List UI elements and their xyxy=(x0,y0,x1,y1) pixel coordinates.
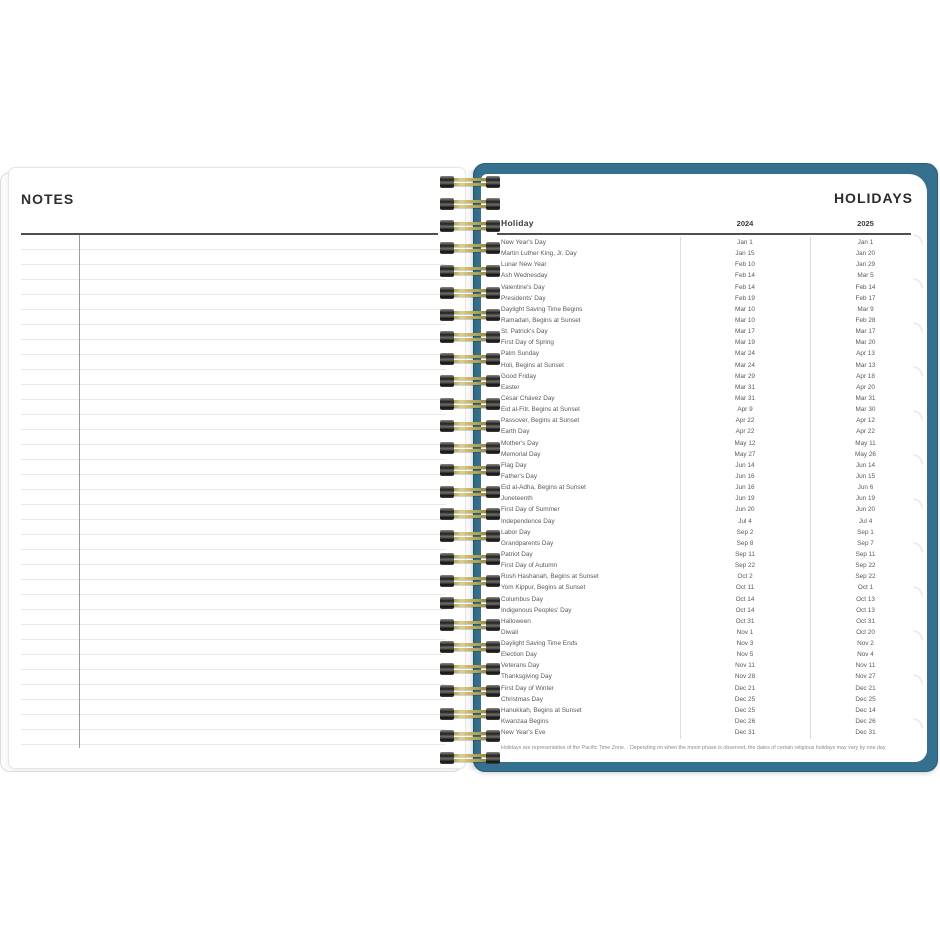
holiday-name: Columbus Day xyxy=(501,595,543,603)
page-curl-arc xyxy=(899,714,927,742)
table-row xyxy=(481,671,927,682)
holiday-name: Daylight Saving Time Begins xyxy=(501,305,583,313)
date-2025: Oct 31 xyxy=(856,617,875,625)
spiral-coil xyxy=(440,353,500,365)
date-2024: Mar 31 xyxy=(735,394,755,402)
date-2024: Nov 3 xyxy=(736,640,754,648)
table-row xyxy=(481,549,927,560)
date-2024: Sep 22 xyxy=(734,562,756,570)
notes-page xyxy=(8,167,466,769)
date-2025: Feb 17 xyxy=(855,294,876,302)
date-2024: Dec 31 xyxy=(734,729,756,737)
date-2024: Mar 29 xyxy=(735,372,755,380)
date-2025: Oct 20 xyxy=(856,628,875,636)
date-2024: Dec 25 xyxy=(734,706,756,714)
holiday-name: Martin Luther King, Jr. Day xyxy=(501,250,577,258)
holiday-name: Ash Wednesday xyxy=(501,272,548,280)
date-2025: Apr 22 xyxy=(856,428,875,436)
table-row xyxy=(481,449,927,460)
spiral-coil xyxy=(440,575,500,587)
spiral-coil xyxy=(440,530,500,542)
table-row xyxy=(481,527,927,538)
holiday-name: First Day of Autumn xyxy=(501,562,558,570)
spiral-coil xyxy=(440,442,500,454)
page-curl-arc xyxy=(899,362,927,390)
notes-ruled-lines xyxy=(21,235,446,748)
spiral-coil xyxy=(440,663,500,675)
date-2025: Feb 14 xyxy=(855,283,876,291)
table-row xyxy=(481,594,927,605)
holiday-name: First Day of Spring xyxy=(501,339,554,347)
spiral-coil xyxy=(440,508,500,520)
spiral-binding xyxy=(438,170,502,772)
holiday-name: New Year's Eve xyxy=(501,729,546,737)
holiday-name: Lunar New Year xyxy=(501,261,547,269)
holiday-name: Eid al-Fitr, Begins at Sunset xyxy=(501,406,580,414)
date-2024: Feb 19 xyxy=(735,294,755,302)
date-2024: Sep 11 xyxy=(735,550,755,558)
date-2025: Jan 1 xyxy=(857,239,874,246)
date-2024: Jun 19 xyxy=(735,495,755,503)
date-2025: Mar 13 xyxy=(855,361,876,369)
date-2025: Mar 31 xyxy=(855,394,876,402)
date-2025: Mar 17 xyxy=(855,328,876,336)
date-2025: Jun 19 xyxy=(855,495,876,503)
holiday-table xyxy=(481,237,927,739)
table-row xyxy=(481,415,927,426)
holiday-name: Kwanzaa Begins xyxy=(501,718,549,726)
date-2025: Jun 14 xyxy=(855,461,876,469)
date-2024: Jun 14 xyxy=(735,461,755,469)
date-2024: Oct 14 xyxy=(735,595,755,603)
table-row xyxy=(481,471,927,482)
date-2024: Jul 4 xyxy=(738,517,752,525)
table-row xyxy=(481,248,927,259)
holiday-name: First Day of Summer xyxy=(501,506,560,514)
holiday-name: Father's Day xyxy=(501,472,538,480)
date-2024: Oct 2 xyxy=(737,573,753,581)
table-row xyxy=(481,371,927,382)
date-2024: May 27 xyxy=(734,450,756,458)
date-2025: Nov 2 xyxy=(857,640,874,648)
holiday-name: Valentine's Day xyxy=(501,283,545,291)
date-2024: Oct 11 xyxy=(735,584,755,592)
holiday-name: Palm Sunday xyxy=(501,350,540,358)
page-curl-arc xyxy=(899,670,927,698)
date-2024: Mar 24 xyxy=(735,350,755,358)
spiral-coil xyxy=(440,641,500,653)
table-row xyxy=(481,404,927,415)
table-row xyxy=(481,237,927,248)
holiday-name: Ramadan, Begins at Sunset xyxy=(501,316,581,324)
spiral-coil xyxy=(440,242,500,254)
date-2025: Mar 9 xyxy=(857,305,874,313)
table-row xyxy=(481,438,927,449)
page-curl-arc xyxy=(899,318,927,346)
table-row xyxy=(481,282,927,293)
table-row xyxy=(481,382,927,393)
table-row xyxy=(481,326,927,337)
date-2024: Mar 17 xyxy=(735,328,755,336)
table-row xyxy=(481,571,927,582)
table-row xyxy=(481,605,927,616)
date-2025: Jan 20 xyxy=(855,250,876,258)
holiday-name: Earth Day xyxy=(501,428,530,436)
holiday-name: Memorial Day xyxy=(501,450,541,458)
table-row xyxy=(481,504,927,515)
table-row xyxy=(481,716,927,727)
holiday-name: Thanksgiving Day xyxy=(501,673,552,681)
table-row xyxy=(481,293,927,304)
holidays-title: HOLIDAYS xyxy=(833,190,913,206)
date-2024: Apr 22 xyxy=(735,417,755,425)
table-row xyxy=(481,270,927,281)
date-2025: Apr 13 xyxy=(856,350,875,358)
date-2024: Nov 11 xyxy=(735,662,755,670)
page-curl-arc xyxy=(899,538,927,566)
table-row xyxy=(481,259,927,270)
table-row xyxy=(481,393,927,404)
date-2025: Sep 7 xyxy=(857,539,874,547)
spiral-coil xyxy=(440,265,500,277)
spiral-coil xyxy=(440,553,500,565)
holiday-name: Indigenous Peoples' Day xyxy=(501,606,572,614)
date-2024: Sep 8 xyxy=(736,539,754,547)
date-2024: Nov 5 xyxy=(736,651,754,659)
date-2025: Jun 6 xyxy=(857,484,874,492)
holiday-name: Diwali xyxy=(501,628,519,636)
spiral-coil xyxy=(440,198,500,210)
date-2025: Sep 22 xyxy=(855,562,876,570)
date-2024: Oct 14 xyxy=(735,606,755,614)
date-2025: Apr 18 xyxy=(856,372,875,380)
date-2025: Jan 29 xyxy=(855,261,876,269)
table-row xyxy=(481,638,927,649)
page-curl-arc xyxy=(899,274,927,302)
date-2024: Mar 19 xyxy=(735,339,755,347)
table-header-rule xyxy=(497,233,911,235)
date-2024: Feb 14 xyxy=(735,283,755,291)
page-curl-arc xyxy=(899,230,927,258)
date-2024: Oct 31 xyxy=(735,617,755,625)
table-row xyxy=(481,482,927,493)
date-2025: Feb 28 xyxy=(855,316,876,324)
date-2024: Jan 15 xyxy=(735,250,755,258)
holiday-name: Passover, Begins at Sunset xyxy=(501,417,580,425)
spiral-coil xyxy=(440,176,500,188)
spiral-coil xyxy=(440,398,500,410)
holiday-name: César Chávez Day xyxy=(501,394,555,402)
table-row xyxy=(481,616,927,627)
date-2024: Apr 22 xyxy=(735,428,755,436)
holiday-name: Election Day xyxy=(501,651,537,659)
date-2024: Mar 10 xyxy=(735,316,755,324)
date-2025: May 26 xyxy=(855,450,876,458)
date-2025: Apr 12 xyxy=(856,417,875,425)
spiral-coil xyxy=(440,619,500,631)
date-2025: Sep 11 xyxy=(855,550,876,558)
holiday-name: Rosh Hashanah, Begins at Sunset xyxy=(501,573,599,581)
table-row xyxy=(481,348,927,359)
table-row xyxy=(481,582,927,593)
table-row xyxy=(481,493,927,504)
page-curl-marks xyxy=(901,234,925,744)
spiral-coil xyxy=(440,375,500,387)
holiday-name: First Day of Winter xyxy=(501,684,554,692)
table-row xyxy=(481,649,927,660)
table-row xyxy=(481,460,927,471)
table-row xyxy=(481,705,927,716)
spiral-coil xyxy=(440,597,500,609)
date-2024: Mar 10 xyxy=(735,305,755,313)
holiday-name: Independence Day xyxy=(501,517,555,525)
holiday-name: Mother's Day xyxy=(501,439,539,447)
date-2024: Apr 9 xyxy=(737,406,753,414)
footnote: Holidays are representative of the Pacific Time Zone. · Depending on when the moon phase is observed, the dates of certain religious holidays may vary by one day xyxy=(501,745,886,751)
date-2025: Dec 31 xyxy=(855,729,876,737)
spiral-coil xyxy=(440,752,500,764)
table-row xyxy=(481,360,927,371)
page-curl-arc xyxy=(899,582,927,610)
holiday-name: Juneteenth xyxy=(501,495,533,503)
date-2025: Oct 1 xyxy=(857,584,874,592)
date-2025: Mar 20 xyxy=(855,339,876,347)
date-2024: Jun 20 xyxy=(735,506,755,514)
spiral-coil xyxy=(440,287,500,299)
column-header-2025: 2025 xyxy=(857,219,874,228)
date-2025: Oct 13 xyxy=(856,606,875,614)
holidays-page xyxy=(481,174,927,762)
date-2024: Mar 31 xyxy=(735,383,755,391)
date-2024: Dec 26 xyxy=(734,718,756,726)
table-row xyxy=(481,315,927,326)
spiral-coil xyxy=(440,420,500,432)
table-row xyxy=(481,304,927,315)
page-curl-arc xyxy=(899,626,927,654)
table-row xyxy=(481,426,927,437)
date-2025: Jun 15 xyxy=(855,472,876,480)
holiday-name: St. Patrick's Day xyxy=(501,328,548,336)
table-row xyxy=(481,683,927,694)
holiday-name: Flag Day xyxy=(501,461,527,469)
table-row xyxy=(481,660,927,671)
date-2025: Dec 14 xyxy=(855,706,876,714)
date-2025: Nov 11 xyxy=(855,662,876,670)
date-2025: Oct 13 xyxy=(856,595,875,603)
spiral-coil xyxy=(440,220,500,232)
table-row xyxy=(481,694,927,705)
holiday-name: Labor Day xyxy=(501,528,531,536)
date-2025: Jul 4 xyxy=(858,517,873,525)
date-2025: Dec 21 xyxy=(855,684,876,692)
column-header-2024: 2024 xyxy=(736,219,754,228)
spiral-coil xyxy=(440,486,500,498)
date-2024: Jun 16 xyxy=(735,484,755,492)
holiday-name: Easter xyxy=(501,383,520,391)
date-2025: May 11 xyxy=(855,439,876,447)
date-2024: Feb 10 xyxy=(735,261,755,269)
date-2024: Mar 24 xyxy=(735,361,755,369)
table-row xyxy=(481,337,927,348)
date-2025: Apr 20 xyxy=(856,383,875,391)
date-2025: Mar 30 xyxy=(855,406,876,414)
date-2025: Nov 4 xyxy=(857,651,874,659)
date-2024: Jun 16 xyxy=(735,472,755,480)
column-header-holiday: Holiday xyxy=(501,218,534,228)
spiral-coil xyxy=(440,309,500,321)
holiday-name: Veterans Day xyxy=(501,662,540,670)
date-2024: May 12 xyxy=(734,439,756,447)
spiral-coil xyxy=(440,708,500,720)
table-row xyxy=(481,727,927,738)
holiday-name: Eid al-Adha, Begins at Sunset xyxy=(501,484,586,492)
date-2024: Jan 1 xyxy=(737,239,753,246)
holiday-name: Halloween xyxy=(501,617,531,625)
table-row xyxy=(481,538,927,549)
holiday-name: Hanukkah, Begins at Sunset xyxy=(501,706,582,714)
holiday-name: Grandparents Day xyxy=(501,539,554,547)
date-2024: Dec 25 xyxy=(734,695,756,703)
page-curl-arc xyxy=(899,494,927,522)
page-curl-arc xyxy=(899,406,927,434)
holiday-name: Presidents' Day xyxy=(501,294,546,302)
table-row xyxy=(481,627,927,638)
holiday-name: Christmas Day xyxy=(501,695,543,703)
spiral-coil xyxy=(440,464,500,476)
date-2025: Jun 20 xyxy=(855,506,876,514)
date-2024: Sep 2 xyxy=(736,528,754,536)
date-2025: Sep 22 xyxy=(855,573,876,581)
holiday-name: Good Friday xyxy=(501,372,537,380)
table-row xyxy=(481,516,927,527)
date-2024: Nov 1 xyxy=(736,628,754,636)
spiral-coil xyxy=(440,331,500,343)
date-2025: Sep 1 xyxy=(857,528,874,536)
holiday-name: Holi, Begins at Sunset xyxy=(501,361,564,369)
date-2024: Dec 21 xyxy=(734,684,756,692)
date-2025: Dec 25 xyxy=(855,695,876,703)
date-2025: Dec 26 xyxy=(855,718,876,726)
date-2024: Feb 14 xyxy=(735,272,755,280)
page-curl-arc xyxy=(899,450,927,478)
table-header xyxy=(481,218,927,232)
notes-title: NOTES xyxy=(21,191,75,207)
date-2025: Mar 5 xyxy=(857,272,874,280)
spiral-coil xyxy=(440,685,500,697)
notes-margin-line xyxy=(79,235,80,748)
holiday-name: Patriot Day xyxy=(501,550,533,558)
holiday-name: Yom Kippur, Begins at Sunset xyxy=(501,584,586,592)
spiral-coil xyxy=(440,730,500,742)
holiday-name: Daylight Saving Time Ends xyxy=(501,640,578,648)
date-2024: Nov 28 xyxy=(734,673,756,681)
holiday-name: New Year's Day xyxy=(501,239,546,246)
table-row xyxy=(481,560,927,571)
date-2025: Nov 27 xyxy=(855,673,876,681)
